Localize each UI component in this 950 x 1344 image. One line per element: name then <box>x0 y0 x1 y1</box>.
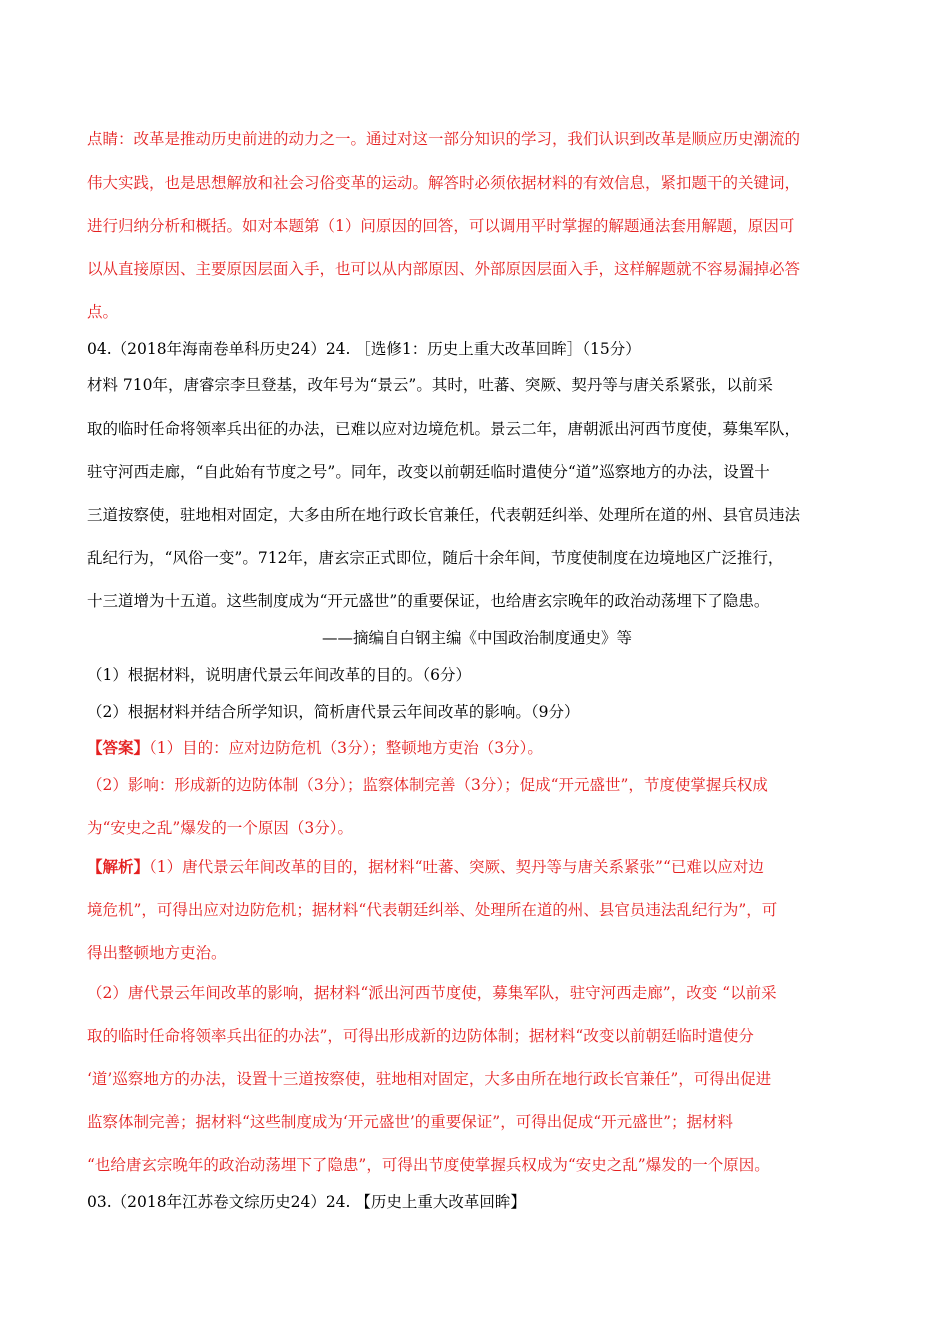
sub-question-1: （1）根据材料，说明唐代景云年间改革的目的。（6分） <box>87 666 471 684</box>
material-line: 十三道增为十五道。这些制度成为“开元盛世”的重要保证，也给唐玄宗晚年的政治动荡埋下了隐患。 <box>87 592 770 610</box>
dianjing-line: 进行归纳分析和概括。如对本题第（1）问原因的回答，可以调用平时掌握的解题通法套用解题，原因可 <box>87 217 795 235</box>
analysis-line: 监察体制完善；据材料“这些制度成为‘开元盛世’的重要保证”，可得出促成“开元盛世”；据材料 <box>87 1113 734 1131</box>
analysis-line: “也给唐玄宗晚年的政治动荡埋下了隐患”，可得出节度使掌握兵权成为“安史之乱”爆发的一个原因。 <box>87 1156 770 1174</box>
analysis-line: 取的临时任命将领率兵出征的办法”，可得出形成新的边防体制；据材料“改变以前朝廷临时遣使分 <box>87 1027 754 1045</box>
analysis-line <box>87 856 867 878</box>
analysis-text: （1）唐代景云年间改革的目的，据材料“吐蕃、突厥、契丹等与唐关系紧张”“已难以应对边 <box>149 858 764 876</box>
answer-line: （2）影响：形成新的边防体制（3分）；监察体制完善（3分）；促成“开元盛世”，节度使掌握兵权成 <box>87 776 768 794</box>
analysis-tag: 【解析】 <box>87 857 150 876</box>
sub-question-2: （2）根据材料并结合所学知识，简析唐代景云年间改革的影响。（9分） <box>87 703 580 721</box>
question-03-header: 03.（2018年江苏卷文综历史24）24. 【历史上重大改革回眸】 <box>87 1193 526 1211</box>
analysis-line: ‘道’巡察地方的办法，设置十三道按察使，驻地相对固定，大多由所在地行政长官兼任”，可得出促进 <box>87 1070 772 1088</box>
analysis-line: 境危机”，可得出应对边防危机；据材料“代表朝廷纠举、处理所在道的州、县官员违法乱纪行为”，可 <box>87 901 778 919</box>
answer-line: 为“安史之乱”爆发的一个原因（3分）。 <box>87 819 353 837</box>
answer-tag: 【答案】 <box>87 738 150 757</box>
material-line: 三道按察使，驻地相对固定，大多由所在地行政长官兼任，代表朝廷纠举、处理所在道的州、县官员违法 <box>87 506 801 524</box>
material-line: 材料 710年，唐睿宗李旦登基，改年号为“景云”。其时，吐蕃、突厥、契丹等与唐关系紧张，以前采 <box>87 376 773 394</box>
answer-text: （1）目的：应对边防危机（3分）；整顿地方吏治（3分）。 <box>149 739 543 757</box>
analysis-line: （2）唐代景云年间改革的影响，据材料“派出河西节度使，募集军队，驻守河西走廊”，改变 “以前采 <box>87 984 777 1002</box>
dianjing-line: 以从直接原因、主要原因层面入手，也可以从内部原因、外部原因层面入手，这样解题就不容易漏掉必答 <box>87 260 801 278</box>
material-source: ——摘编自白钢主编《中国政治制度通史》等 <box>321 629 632 647</box>
analysis-line: 得出整顿地方吏治。 <box>87 944 227 962</box>
dianjing-line: 点。 <box>87 303 119 321</box>
material-line: 取的临时任命将领率兵出征的办法，已难以应对边境危机。景云二年，唐朝派出河西节度使，募集军队， <box>87 420 801 438</box>
material-line: 驻守河西走廊，“自此始有节度之号”。同年，改变以前朝廷临时遣使分“道”巡察地方的办法，设置十 <box>87 463 770 481</box>
dianjing-line: 点睛：改革是推动历史前进的动力之一。通过对这一部分知识的学习，我们认识到改革是顺应历史潮流的 <box>87 130 801 148</box>
question-04-header: 04.（2018年海南卷单科历史24）24. ［选修1：历史上重大改革回眸］（15分） <box>87 340 641 358</box>
material-line: 乱纪行为，“风俗一变”。712年，唐玄宗正式即位，随后十余年间，节度使制度在边境地区广泛推行， <box>87 549 784 567</box>
dianjing-line: 伟大实践，也是思想解放和社会习俗变革的运动。解答时必须依据材料的有效信息，紧扣题干的关键词， <box>87 174 801 192</box>
answer-line <box>87 737 867 759</box>
